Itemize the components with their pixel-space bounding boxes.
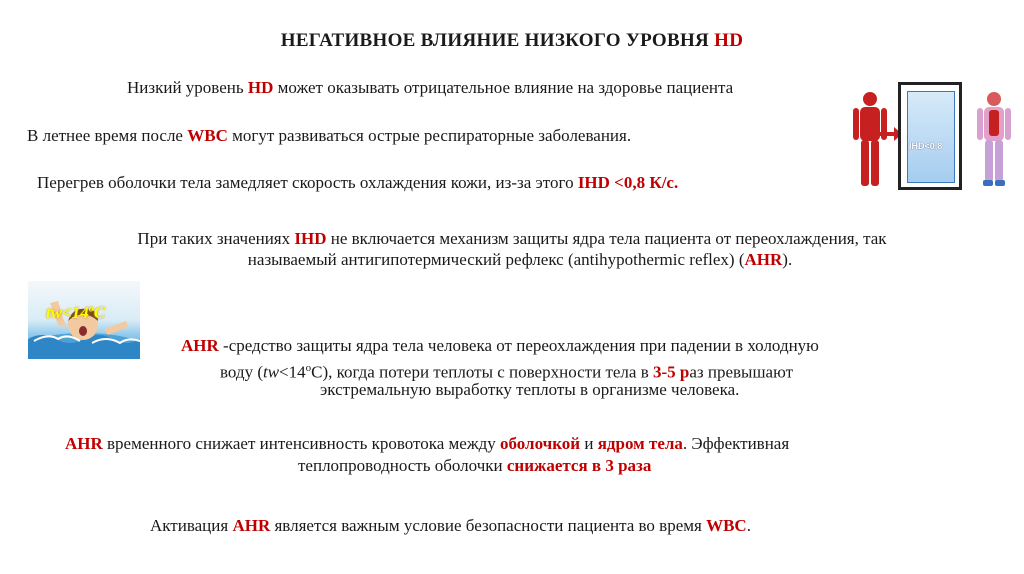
shell-label: IHD<0,8 [909,141,943,151]
water-temperature-label: $tw<14^oC$ [46,303,106,322]
line-low-hd: Низкий уровень HD может оказывать отрицательное влияние на здоровье пациента [127,78,734,97]
body-shell-figure [848,82,1020,194]
drowning-person-icon [28,281,140,359]
human-body-vessels-icon [974,90,1018,190]
line-overheating: Перегрев оболочки тела замедляет скорость охлаждения кожи, из-за этого IHD <0,8 К/с. [37,173,679,192]
line-activation: Активация AHR является важным условие безопасности пациента во время WBC. [150,516,751,535]
slide-title: НЕГАТИВНОЕ ВЛИЯНИЕ НИЗКОГО УРОВНЯ HD [280,30,744,51]
shell-box [898,82,962,190]
line-ahr-reflex: называемый антигипотермический рефлекс (antihypothermic reflex) (AHR). [247,250,793,269]
line-blood-flow: AHR временного снижает интенсивность кровотока между оболочкой и ядром тела. Эффективная [65,434,790,453]
line-ihd-values: При таких значениях IHD не включается механизм защиты ядра тела пациента от переохлаждения, так [137,229,887,248]
line-ahr-definition: AHR -средство защиты ядра тела человека от переохлаждения при падении в холодную [181,336,819,355]
line-extreme-heat: экстремальную выработку теплоты в организме человека. [320,380,740,399]
line-summer-wbc: В летнее время после WBC могут развиваться острые респираторные заболевания. [27,126,632,145]
line-cold-water: воду $(tw<14^оС)$, когда потери теплоты с поверхности тела в 3-5 раз превышают [220,362,794,382]
line-conductivity: теплопроводность оболочки снижается в 3 раза [298,456,652,475]
